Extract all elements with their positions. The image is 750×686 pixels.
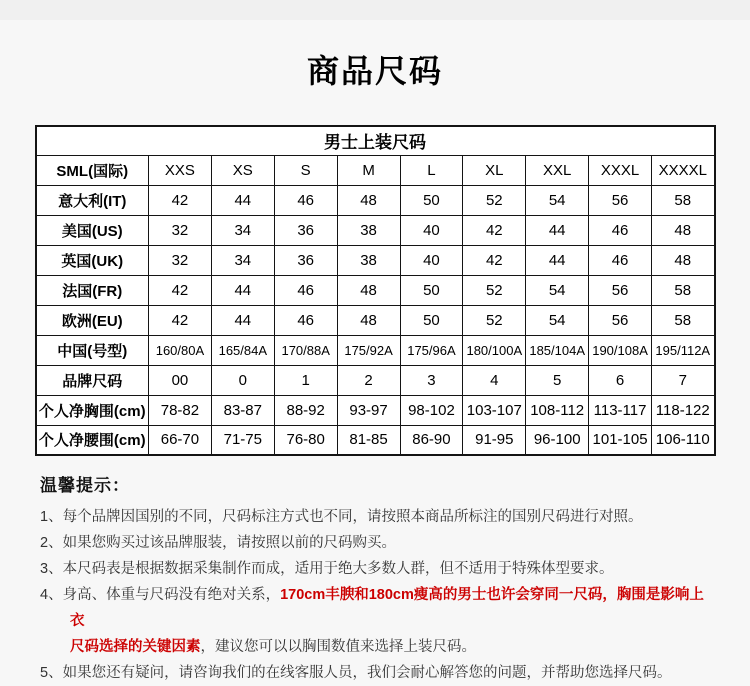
size-value-cell: 2 — [337, 365, 400, 395]
size-value-cell: 5 — [526, 365, 589, 395]
size-value-cell: 38 — [337, 245, 400, 275]
size-value-cell: 50 — [400, 275, 463, 305]
size-value-cell: 56 — [589, 185, 652, 215]
tip-text: 4、身高、体重与尺码没有绝对关系， — [40, 587, 281, 603]
size-value-cell: 52 — [463, 185, 526, 215]
size-value-cell: 83-87 — [211, 395, 274, 425]
size-value-cell: 40 — [400, 245, 463, 275]
tip-text: 2、如果您购买过该品牌服装，请按照以前的尺码购买。 — [40, 535, 397, 551]
size-value-cell: 113-117 — [589, 395, 652, 425]
size-value-cell: 93-97 — [337, 395, 400, 425]
row-label-cell: 个人净腰围(cm) — [36, 425, 149, 455]
size-value-cell: 103-107 — [463, 395, 526, 425]
size-value-cell: 42 — [463, 215, 526, 245]
row-label-cell: 品牌尺码 — [36, 365, 149, 395]
size-value-cell: 88-92 — [274, 395, 337, 425]
size-value-cell: 76-80 — [274, 425, 337, 455]
size-value-cell: 36 — [274, 215, 337, 245]
size-chart-body — [36, 126, 715, 455]
row-label-cell: 美国(US) — [36, 215, 149, 245]
tip-highlight-text: 尺码选择的关键因素 — [70, 639, 201, 655]
row-label-cell: 中国(号型) — [36, 335, 149, 365]
tip-item — [40, 504, 710, 530]
size-value-cell: 46 — [274, 275, 337, 305]
size-value-cell: 58 — [652, 185, 715, 215]
page-title: 商品尺码 — [306, 53, 443, 89]
size-value-cell: 46 — [274, 305, 337, 335]
size-value-cell: 46 — [589, 215, 652, 245]
size-value-cell: 50 — [400, 185, 463, 215]
tip-text: 5、如果您还有疑问，请咨询我们的在线客服人员，我们会耐心解答您的问题，并帮助您选择尺码。 — [40, 665, 672, 681]
row-label-cell: 意大利(IT) — [36, 185, 149, 215]
size-value-cell: 00 — [149, 365, 212, 395]
size-value-cell: 48 — [652, 245, 715, 275]
size-value-cell: 106-110 — [652, 425, 715, 455]
size-row — [36, 245, 715, 275]
row-label-cell: 英国(UK) — [36, 245, 149, 275]
size-value-cell: 40 — [400, 215, 463, 245]
size-row — [36, 185, 715, 215]
size-value-cell: 46 — [589, 245, 652, 275]
size-row — [36, 425, 715, 455]
tip-item — [40, 660, 710, 686]
size-value-cell: 48 — [337, 275, 400, 305]
size-value-cell: 44 — [211, 185, 274, 215]
size-value-cell: XL — [463, 155, 526, 185]
size-value-cell: 44 — [526, 215, 589, 245]
size-row — [36, 155, 715, 185]
size-value-cell: 0 — [211, 365, 274, 395]
size-value-cell: 118-122 — [652, 395, 715, 425]
size-value-cell: 42 — [149, 275, 212, 305]
size-row — [36, 335, 715, 365]
size-value-cell: 44 — [211, 305, 274, 335]
tip-text: 1、每个品牌因国别的不同，尺码标注方式也不同，请按照本商品所标注的国别尺码进行对照。 — [40, 509, 643, 525]
size-value-cell: 7 — [652, 365, 715, 395]
tip-item — [40, 556, 710, 582]
size-value-cell: 160/80A — [149, 335, 212, 365]
size-value-cell: 50 — [400, 305, 463, 335]
size-value-cell: 101-105 — [589, 425, 652, 455]
size-value-cell: 175/92A — [337, 335, 400, 365]
size-value-cell: 175/96A — [400, 335, 463, 365]
tip-highlight-text: 170cm丰腴和180cm瘦高的男士也许会穿同一尺码，胸围是影响上衣 — [70, 587, 704, 629]
size-value-cell: 165/84A — [211, 335, 274, 365]
size-row — [36, 365, 715, 395]
size-value-cell: 56 — [589, 275, 652, 305]
size-value-cell: 42 — [149, 305, 212, 335]
size-value-cell: 78-82 — [149, 395, 212, 425]
size-value-cell: 42 — [463, 245, 526, 275]
size-value-cell: XS — [211, 155, 274, 185]
size-row — [36, 275, 715, 305]
row-label-cell: 个人净胸围(cm) — [36, 395, 149, 425]
top-strip — [0, 0, 750, 20]
size-value-cell: 3 — [400, 365, 463, 395]
size-value-cell: 54 — [526, 305, 589, 335]
size-value-cell: 36 — [274, 245, 337, 275]
table-title-row — [36, 126, 715, 155]
size-value-cell: 58 — [652, 275, 715, 305]
size-value-cell: 46 — [274, 185, 337, 215]
size-value-cell: 190/108A — [589, 335, 652, 365]
size-value-cell: 170/88A — [274, 335, 337, 365]
size-value-cell: 86-90 — [400, 425, 463, 455]
size-value-cell: XXXXL — [652, 155, 715, 185]
size-value-cell: 1 — [274, 365, 337, 395]
row-label-cell: 法国(FR) — [36, 275, 149, 305]
size-value-cell: L — [400, 155, 463, 185]
size-value-cell: 81-85 — [337, 425, 400, 455]
size-value-cell: 91-95 — [463, 425, 526, 455]
size-value-cell: 98-102 — [400, 395, 463, 425]
size-row — [36, 305, 715, 335]
size-value-cell: 185/104A — [526, 335, 589, 365]
size-value-cell: 58 — [652, 305, 715, 335]
tips-list — [40, 504, 710, 686]
size-value-cell: 48 — [337, 185, 400, 215]
size-value-cell: XXL — [526, 155, 589, 185]
size-value-cell: 34 — [211, 215, 274, 245]
size-row — [36, 215, 715, 245]
size-value-cell: 108-112 — [526, 395, 589, 425]
size-value-cell: 66-70 — [149, 425, 212, 455]
size-value-cell: 42 — [149, 185, 212, 215]
tip-text: 3、本尺码表是根据数据采集制作而成，适用于绝大多数人群，但不适用于特殊体型要求。 — [40, 561, 614, 577]
size-value-cell: XXXL — [589, 155, 652, 185]
size-value-cell: 56 — [589, 305, 652, 335]
size-value-cell: 32 — [149, 215, 212, 245]
size-value-cell: 195/112A — [652, 335, 715, 365]
size-value-cell: 44 — [526, 245, 589, 275]
size-row — [36, 395, 715, 425]
size-value-cell: 48 — [337, 305, 400, 335]
size-value-cell: 32 — [149, 245, 212, 275]
tips-section — [0, 471, 750, 686]
size-value-cell: 44 — [211, 275, 274, 305]
size-value-cell: 48 — [652, 215, 715, 245]
size-value-cell: 4 — [463, 365, 526, 395]
table-title: 男士上装尺码 — [36, 126, 715, 155]
tip-text: ，建议您可以以胸围数值来选择上装尺码。 — [200, 639, 476, 655]
row-label-cell: SML(国际) — [36, 155, 149, 185]
size-value-cell: 38 — [337, 215, 400, 245]
size-value-cell: 6 — [589, 365, 652, 395]
size-value-cell: 180/100A — [463, 335, 526, 365]
size-value-cell: 54 — [526, 275, 589, 305]
row-label-cell: 欧洲(EU) — [36, 305, 149, 335]
size-chart-table — [35, 125, 716, 456]
size-value-cell: 52 — [463, 275, 526, 305]
size-value-cell: 34 — [211, 245, 274, 275]
size-value-cell: 54 — [526, 185, 589, 215]
tip-item — [40, 530, 710, 556]
size-value-cell: 52 — [463, 305, 526, 335]
size-value-cell: XXS — [149, 155, 212, 185]
size-value-cell: 96-100 — [526, 425, 589, 455]
size-value-cell: M — [337, 155, 400, 185]
tips-title: 温馨提示： — [40, 476, 130, 495]
tip-item — [40, 582, 710, 660]
size-value-cell: S — [274, 155, 337, 185]
size-value-cell: 71-75 — [211, 425, 274, 455]
